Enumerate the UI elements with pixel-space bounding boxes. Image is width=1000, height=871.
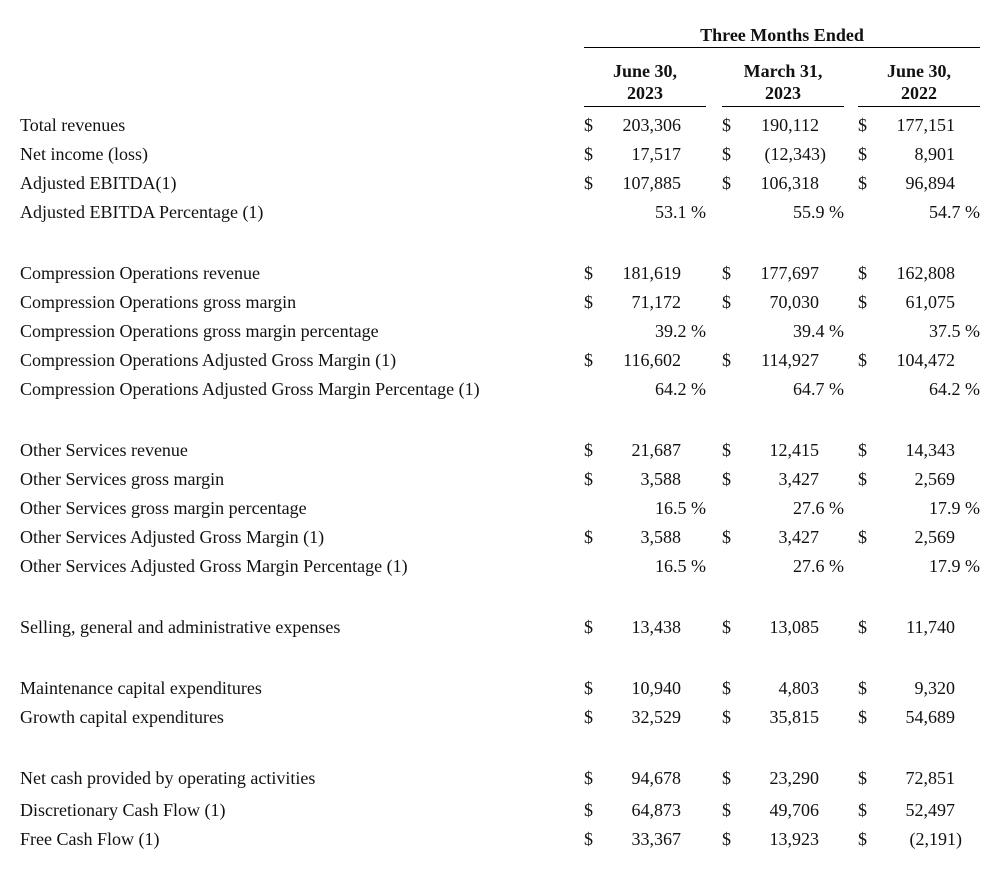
currency-symbol: $ bbox=[722, 829, 731, 849]
header-rule bbox=[584, 47, 980, 48]
value-cell bbox=[858, 261, 980, 285]
amount: 13,923 bbox=[769, 829, 819, 849]
value-cell bbox=[584, 676, 706, 700]
amount: 3,588 bbox=[640, 527, 681, 547]
amount: 3,427 bbox=[778, 469, 819, 489]
currency-symbol: $ bbox=[858, 800, 867, 820]
value-cell bbox=[584, 319, 706, 343]
value-cell bbox=[722, 200, 844, 224]
value-cell bbox=[584, 525, 706, 549]
value-cell bbox=[858, 827, 980, 851]
currency-symbol: $ bbox=[722, 292, 731, 312]
amount: 4,803 bbox=[778, 678, 819, 698]
value-cell bbox=[858, 113, 980, 137]
value-cell bbox=[722, 827, 844, 851]
percentage: 64.2 % bbox=[929, 379, 980, 399]
table-row bbox=[0, 261, 1000, 289]
amount: 107,885 bbox=[622, 173, 681, 193]
value-cell bbox=[584, 798, 706, 822]
value-cell bbox=[722, 377, 844, 401]
value-cell bbox=[722, 290, 844, 314]
amount: 13,438 bbox=[631, 617, 681, 637]
row-label: Other Services Adjusted Gross Margin (1) bbox=[20, 527, 325, 547]
value-cell bbox=[584, 113, 706, 137]
value-cell bbox=[858, 290, 980, 314]
currency-symbol: $ bbox=[858, 350, 867, 370]
amount: 72,851 bbox=[905, 768, 955, 788]
value-cell bbox=[858, 705, 980, 729]
currency-symbol: $ bbox=[858, 440, 867, 460]
value-cell bbox=[858, 377, 980, 401]
value-cell bbox=[722, 554, 844, 578]
percentage: 53.1 % bbox=[655, 202, 706, 222]
table-row bbox=[0, 438, 1000, 466]
value-cell bbox=[722, 467, 844, 491]
table-row bbox=[0, 467, 1000, 495]
table-row bbox=[0, 200, 1000, 228]
value-cell bbox=[722, 798, 844, 822]
currency-symbol: $ bbox=[584, 469, 593, 489]
currency-symbol: $ bbox=[722, 350, 731, 370]
table-row bbox=[0, 525, 1000, 553]
amount: 10,940 bbox=[631, 678, 681, 698]
currency-symbol: $ bbox=[858, 292, 867, 312]
percentage: 39.2 % bbox=[655, 321, 706, 341]
amount: 94,678 bbox=[631, 768, 681, 788]
currency-symbol: $ bbox=[584, 263, 593, 283]
value-cell bbox=[722, 615, 844, 639]
value-cell bbox=[584, 261, 706, 285]
table-row bbox=[0, 377, 1000, 405]
currency-symbol: $ bbox=[584, 440, 593, 460]
value-cell bbox=[858, 496, 980, 520]
amount: 106,318 bbox=[760, 173, 819, 193]
currency-symbol: $ bbox=[584, 350, 593, 370]
currency-symbol: $ bbox=[722, 144, 731, 164]
table-row bbox=[0, 798, 1000, 826]
value-cell bbox=[722, 525, 844, 549]
amount: 2,569 bbox=[914, 469, 955, 489]
column-header-line1: June 30, bbox=[886, 61, 951, 81]
value-cell bbox=[858, 142, 980, 166]
value-cell bbox=[584, 377, 706, 401]
value-cell bbox=[722, 142, 844, 166]
table-row bbox=[0, 113, 1000, 141]
amount: 114,927 bbox=[761, 350, 819, 370]
value-cell bbox=[858, 615, 980, 639]
value-cell bbox=[858, 438, 980, 462]
percentage: 64.2 % bbox=[655, 379, 706, 399]
percentage: 17.9 % bbox=[929, 556, 980, 576]
amount: 203,306 bbox=[622, 115, 681, 135]
row-label: Growth capital expenditures bbox=[20, 707, 224, 727]
amount: 71,172 bbox=[631, 292, 681, 312]
currency-symbol: $ bbox=[722, 527, 731, 547]
currency-symbol: $ bbox=[584, 800, 593, 820]
amount: 181,619 bbox=[622, 263, 681, 283]
currency-symbol: $ bbox=[858, 768, 867, 788]
amount: 11,740 bbox=[906, 617, 955, 637]
currency-symbol: $ bbox=[722, 617, 731, 637]
value-cell bbox=[722, 766, 844, 790]
value-cell bbox=[584, 348, 706, 372]
percentage: 39.4 % bbox=[793, 321, 844, 341]
table-row bbox=[0, 496, 1000, 524]
row-label: Compression Operations revenue bbox=[20, 263, 260, 283]
value-cell bbox=[722, 261, 844, 285]
value-cell bbox=[858, 554, 980, 578]
percentage: 54.7 % bbox=[929, 202, 980, 222]
amount: 17,517 bbox=[631, 144, 681, 164]
value-cell bbox=[584, 438, 706, 462]
amount: 23,290 bbox=[769, 768, 819, 788]
currency-symbol: $ bbox=[584, 144, 593, 164]
amount: 12,415 bbox=[769, 440, 819, 460]
row-label: Compression Operations Adjusted Gross Margin Percentage (1) bbox=[20, 379, 480, 399]
value-cell bbox=[584, 290, 706, 314]
percentage: 55.9 % bbox=[793, 202, 844, 222]
value-cell bbox=[858, 798, 980, 822]
row-label: Other Services gross margin bbox=[20, 469, 225, 489]
row-label: Adjusted EBITDA Percentage (1) bbox=[20, 202, 264, 222]
currency-symbol: $ bbox=[584, 617, 593, 637]
currency-symbol: $ bbox=[858, 707, 867, 727]
amount: 14,343 bbox=[905, 440, 955, 460]
row-label: Selling, general and administrative expenses bbox=[20, 617, 341, 637]
value-cell bbox=[722, 705, 844, 729]
column-header-rule-0 bbox=[584, 106, 706, 107]
currency-symbol: $ bbox=[858, 263, 867, 283]
amount: 3,588 bbox=[640, 469, 681, 489]
value-cell bbox=[722, 348, 844, 372]
currency-symbol: $ bbox=[584, 292, 593, 312]
column-header-line2: 2023 bbox=[765, 83, 801, 103]
currency-symbol: $ bbox=[858, 173, 867, 193]
currency-symbol: $ bbox=[858, 527, 867, 547]
row-label: Maintenance capital expenditures bbox=[20, 678, 262, 698]
currency-symbol: $ bbox=[584, 707, 593, 727]
value-cell bbox=[584, 766, 706, 790]
row-label: Net cash provided by operating activities bbox=[20, 768, 316, 788]
currency-symbol: $ bbox=[722, 173, 731, 193]
currency-symbol: $ bbox=[584, 829, 593, 849]
value-cell bbox=[584, 200, 706, 224]
amount: 61,075 bbox=[905, 292, 955, 312]
amount: 96,894 bbox=[905, 173, 955, 193]
value-cell bbox=[722, 319, 844, 343]
column-header-1 bbox=[722, 60, 844, 104]
value-cell bbox=[722, 171, 844, 195]
value-cell bbox=[722, 438, 844, 462]
row-label: Compression Operations gross margin bbox=[20, 292, 297, 312]
currency-symbol: $ bbox=[722, 469, 731, 489]
value-cell bbox=[858, 766, 980, 790]
value-cell bbox=[584, 496, 706, 520]
currency-symbol: $ bbox=[584, 173, 593, 193]
currency-symbol: $ bbox=[858, 115, 867, 135]
column-header-line2: 2023 bbox=[627, 83, 663, 103]
amount: 21,687 bbox=[631, 440, 681, 460]
percentage: 16.5 % bbox=[655, 498, 706, 518]
amount: 116,602 bbox=[623, 350, 681, 370]
percentage: 37.5 % bbox=[929, 321, 980, 341]
value-cell bbox=[722, 496, 844, 520]
row-label: Other Services Adjusted Gross Margin Percentage (1) bbox=[20, 556, 408, 576]
column-header-line1: June 30, bbox=[612, 61, 677, 81]
row-label: Total revenues bbox=[20, 115, 126, 135]
amount: 13,085 bbox=[769, 617, 819, 637]
value-cell bbox=[584, 615, 706, 639]
column-header-2 bbox=[858, 60, 980, 104]
column-header-rule-1 bbox=[722, 106, 844, 107]
row-label: Free Cash Flow (1) bbox=[20, 829, 160, 849]
column-header-rule-2 bbox=[858, 106, 980, 107]
amount: (12,343) bbox=[764, 144, 826, 164]
amount: 49,706 bbox=[769, 800, 819, 820]
amount: 8,901 bbox=[914, 144, 955, 164]
row-label: Other Services gross margin percentage bbox=[20, 498, 307, 518]
row-label: Compression Operations Adjusted Gross Margin (1) bbox=[20, 350, 397, 370]
row-label: Net income (loss) bbox=[20, 144, 148, 164]
value-cell bbox=[722, 113, 844, 137]
amount: 35,815 bbox=[769, 707, 819, 727]
value-cell bbox=[858, 348, 980, 372]
table-row bbox=[0, 290, 1000, 318]
percentage: 16.5 % bbox=[655, 556, 706, 576]
value-cell bbox=[584, 827, 706, 851]
header-title: Three Months Ended bbox=[700, 25, 864, 45]
currency-symbol: $ bbox=[722, 263, 731, 283]
currency-symbol: $ bbox=[858, 469, 867, 489]
table-row bbox=[0, 705, 1000, 733]
row-label: Adjusted EBITDA(1) bbox=[20, 173, 177, 193]
currency-symbol: $ bbox=[722, 800, 731, 820]
row-label: Other Services revenue bbox=[20, 440, 188, 460]
value-cell bbox=[858, 200, 980, 224]
currency-symbol: $ bbox=[858, 678, 867, 698]
amount: 33,367 bbox=[631, 829, 681, 849]
amount: 3,427 bbox=[778, 527, 819, 547]
table-row bbox=[0, 615, 1000, 643]
currency-symbol: $ bbox=[584, 115, 593, 135]
currency-symbol: $ bbox=[584, 527, 593, 547]
currency-symbol: $ bbox=[722, 707, 731, 727]
percentage: 27.6 % bbox=[793, 556, 844, 576]
value-cell bbox=[584, 171, 706, 195]
currency-symbol: $ bbox=[858, 617, 867, 637]
table-row bbox=[0, 676, 1000, 704]
value-cell bbox=[584, 554, 706, 578]
currency-symbol: $ bbox=[584, 678, 593, 698]
row-label: Compression Operations gross margin percentage bbox=[20, 321, 379, 341]
table-row bbox=[0, 766, 1000, 794]
currency-symbol: $ bbox=[722, 115, 731, 135]
value-cell bbox=[722, 676, 844, 700]
amount: 9,320 bbox=[914, 678, 955, 698]
currency-symbol: $ bbox=[722, 678, 731, 698]
table-row bbox=[0, 142, 1000, 170]
currency-symbol: $ bbox=[858, 144, 867, 164]
amount: 190,112 bbox=[761, 115, 819, 135]
value-cell bbox=[858, 676, 980, 700]
amount: 177,151 bbox=[896, 115, 955, 135]
percentage: 17.9 % bbox=[929, 498, 980, 518]
table-row bbox=[0, 554, 1000, 582]
value-cell bbox=[584, 705, 706, 729]
table-row bbox=[0, 171, 1000, 199]
amount: 32,529 bbox=[631, 707, 681, 727]
column-header-line2: 2022 bbox=[901, 83, 937, 103]
column-header-line1: March 31, bbox=[743, 61, 823, 81]
table-row bbox=[0, 827, 1000, 855]
value-cell bbox=[584, 467, 706, 491]
currency-symbol: $ bbox=[722, 440, 731, 460]
currency-symbol: $ bbox=[722, 768, 731, 788]
amount: 177,697 bbox=[760, 263, 819, 283]
column-header-0 bbox=[584, 60, 706, 104]
value-cell bbox=[858, 467, 980, 491]
value-cell bbox=[858, 319, 980, 343]
amount: 70,030 bbox=[769, 292, 819, 312]
table-row bbox=[0, 348, 1000, 376]
amount: (2,191) bbox=[909, 829, 962, 849]
amount: 2,569 bbox=[914, 527, 955, 547]
value-cell bbox=[858, 525, 980, 549]
amount: 64,873 bbox=[631, 800, 681, 820]
amount: 52,497 bbox=[905, 800, 955, 820]
amount: 54,689 bbox=[905, 707, 955, 727]
amount: 162,808 bbox=[896, 263, 955, 283]
currency-symbol: $ bbox=[858, 829, 867, 849]
percentage: 27.6 % bbox=[793, 498, 844, 518]
value-cell bbox=[584, 142, 706, 166]
amount: 104,472 bbox=[896, 350, 955, 370]
row-label: Discretionary Cash Flow (1) bbox=[20, 800, 226, 820]
percentage: 64.7 % bbox=[793, 379, 844, 399]
value-cell bbox=[858, 171, 980, 195]
table-row bbox=[0, 319, 1000, 347]
currency-symbol: $ bbox=[584, 768, 593, 788]
